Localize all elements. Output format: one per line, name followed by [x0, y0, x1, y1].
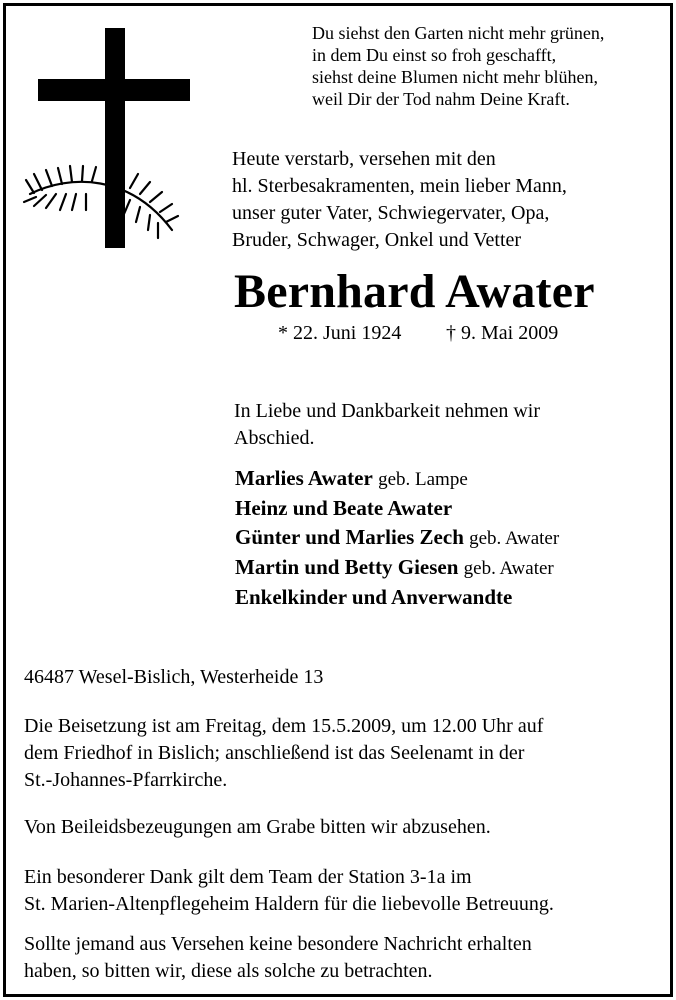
condolence-note: Von Beileidsbezeugungen am Grabe bitten wir abzusehen.	[24, 816, 491, 838]
notice-note: Sollte jemand aus Versehen keine besondere Nachricht erhalten haben, so bitten wir, diese als solche zu betrachten.	[24, 933, 532, 982]
death-date: † 9. Mai 2009	[446, 322, 559, 344]
mourner-row	[235, 494, 559, 523]
mourner-name: Enkelkinder und Anverwandte	[235, 585, 513, 609]
announcement-text: Heute verstarb, versehen mit den hl. Sterbesakramenten, mein lieber Mann, unser guter Vater, Schwiegervater, Opa, Bruder, Schwager, Onkel und Vetter	[232, 148, 567, 251]
mourner-row	[235, 553, 559, 583]
mourner-name: Heinz und Beate Awater	[235, 496, 453, 520]
mourner-nee: geb. Awater	[469, 528, 560, 549]
mourner-name: Günter und Marlies Zech	[235, 525, 464, 549]
poem: Du siehst den Garten nicht mehr grünen, in dem Du einst so froh geschafft, siehst deine Blumen nicht mehr blühen, weil Dir der Tod nahm Deine Kraft.	[312, 23, 605, 109]
mourner-name: Martin und Betty Giesen	[235, 555, 459, 579]
thanks-note: Ein besonderer Dank gilt dem Team der Station 3-1a im St. Marien-Altenpflegeheim Haldern für die liebevolle Betreuung.	[24, 866, 554, 915]
funeral-info: Die Beisetzung ist am Freitag, dem 15.5.2009, um 12.00 Uhr auf dem Friedhof in Bislich; anschließend ist das Seelenamt in der St.-Johannes-Pfarrkirche.	[24, 715, 544, 791]
farewell-text: In Liebe und Dankbarkeit nehmen wir Abschied.	[234, 400, 541, 449]
mourner-nee: geb. Awater	[463, 558, 554, 579]
obituary-frame	[3, 3, 673, 997]
cross-with-palm-icon	[20, 24, 190, 250]
mourner-nee: geb. Lampe	[378, 469, 468, 490]
mourner-name: Marlies Awater	[235, 466, 373, 490]
mourner-row	[235, 583, 559, 612]
deceased-name: Bernhard Awater	[234, 265, 595, 318]
mourner-row	[235, 523, 559, 553]
address: 46487 Wesel-Bislich, Westerheide 13	[24, 666, 324, 688]
mourners-list	[235, 464, 559, 612]
birth-date: * 22. Juni 1924	[278, 322, 402, 344]
mourner-row	[235, 464, 559, 494]
